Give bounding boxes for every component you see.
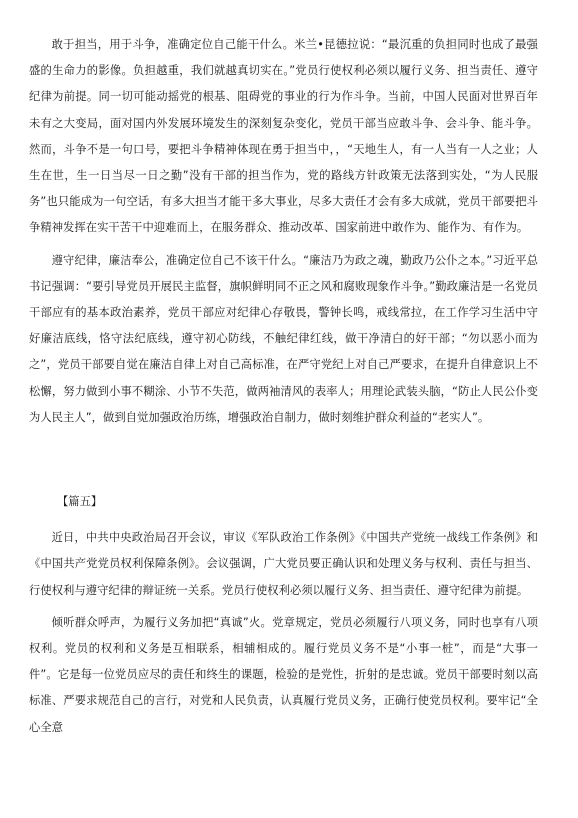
paragraph-responsibility: 敢于担当，用于斗争，准确定位自己能干什么。米兰•昆德拉说：“最沉重的负担同时也成了最强盛的生命力的影像。负担越重，我们就越真切实在。”党员行使权利必须以履行义务、担当责任、遵守纪律为前提。同一切可能动摇党的根基、阻碍党的事业的行为作斗争。当前，中国人民面对世界百年未有之大变局，面对国内外发展环境发生的深刻复杂变化，党员干部当应敢斗争、会斗争、能斗争。然而，斗争不是一句口号，要把斗争精神体现在勇于担当中，，“天地生人，有一人当有一人之业；人生在世，生一日当尽一日之勤”没有干部的担当作为，党的路线方针政策无法落到实处，“为人民服务”也只能成为一句空话，有多大担当才能干多大事业，尽多大责任才会有多大成就，党员干部要把斗争精神发挥在实干苦干中迎难而上，在服务群众、推动改革、国家前进中敢作为、能作为、有作为。 bbox=[29, 38, 538, 235]
section-heading: 【篇五】 bbox=[57, 495, 103, 509]
paragraph-discipline: 遵守纪律，廉洁奉公，准确定位自己不该干什么。“廉洁乃为政之魂，勤政乃公仆之本。”习近平总书记强调：“要引导党员开展民主监督，旗帜鲜明同不正之风和腐败现象作斗争。”勤政廉洁是一名党员干部应有的基本政治素养，党员干部应对纪律心存敬畏，警钟长鸣，戒线常拉，在工作学习生活中守好廉洁底线，恪守法纪底线，遵守初心防线，不触纪律红线，做干净清白的好干部；“勿以恶小而为之”，党员干部要自觉在廉洁自律上对自己高标准，在严守党纪上对自己严要求，在提升自律意识上不松懈，努力做到小事不糊涂、小节不失范，做两袖清风的表率人；用理论武装头脑，“防止人民公仆变为人民主人”，做到自觉加强政治历练，增强政治自制力，做时刻维护群众利益的“老实人”。 bbox=[29, 253, 538, 424]
section-spacer bbox=[29, 431, 538, 489]
paragraph-obligations: 倾听群众呼声，为履行义务加把“真诚”火。党章规定，党员必须履行八项义务，同时也享有八项权利。党员的权利和义务是互相联系，相辅相成的。履行党员义务不是“小事一桩”，而是“大事一件”。它是每一位党员应尽的责任和终生的课题，检验的是党性，折射的是忠诚。党员干部要时刻以高标准、严要求规范自己的言行，对党和人民负责，认真履行党员义务，正确行使党员权利。要牢记“全心全意 bbox=[29, 615, 538, 734]
heading-spacer bbox=[29, 515, 538, 525]
paragraph-meeting: 近日，中共中央政治局召开会议，审议《军队政治工作条例》《中国共产党统一战线工作条例》和《中国共产党党员权利保障条例》。会议强调，广大党员要正确认识和处理义务与权利、责任与担当、行使权利与遵守纪律的辩证统一关系。党员行使权利必须以履行义务、担当责任、遵守纪律为前提。 bbox=[29, 531, 538, 597]
